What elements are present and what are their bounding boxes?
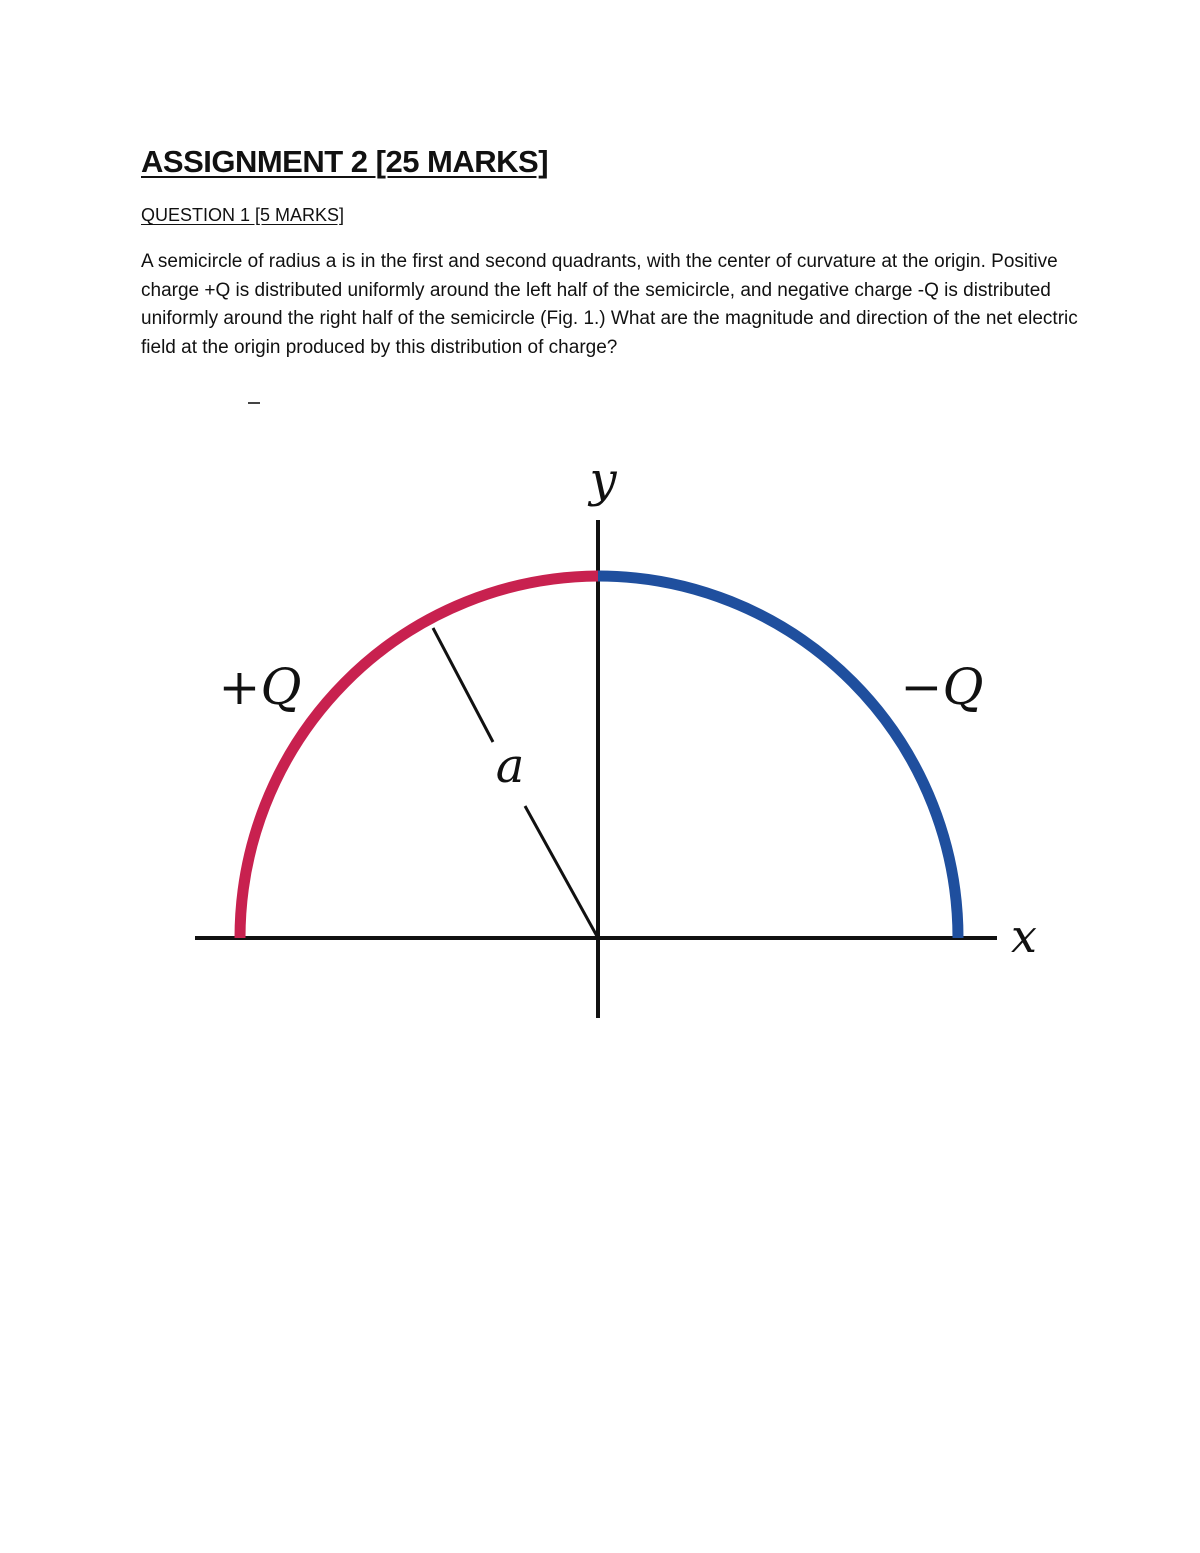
radius-label: a	[495, 738, 525, 794]
positive-charge-label: +Q	[218, 658, 302, 716]
x-axis-label: x	[1011, 909, 1037, 963]
question-heading: QUESTION 1 [5 MARKS]	[141, 205, 345, 225]
question-text: A semicircle of radius a is in the first and second quadrants, with the center of curvature at the origin. Positive charge +Q is distributed uniformly around the left half of the semicircle, and negative charge -Q is distributed uniformly around the right half of the semicircle (Fig. 1.) What are the magnitude and direction of the net electric field at the origin produced by this distribution of charge?	[141, 251, 1078, 358]
positive-charge-arc	[240, 576, 598, 938]
radius-line-upper	[433, 628, 493, 742]
y-axis-label: y	[589, 452, 617, 508]
radius-line-lower	[525, 806, 598, 938]
negative-charge-arc	[598, 576, 958, 938]
assignment-title: ASSIGNMENT 2 [25 MARKS]	[141, 144, 549, 179]
negative-charge-label: −Q	[900, 658, 984, 716]
